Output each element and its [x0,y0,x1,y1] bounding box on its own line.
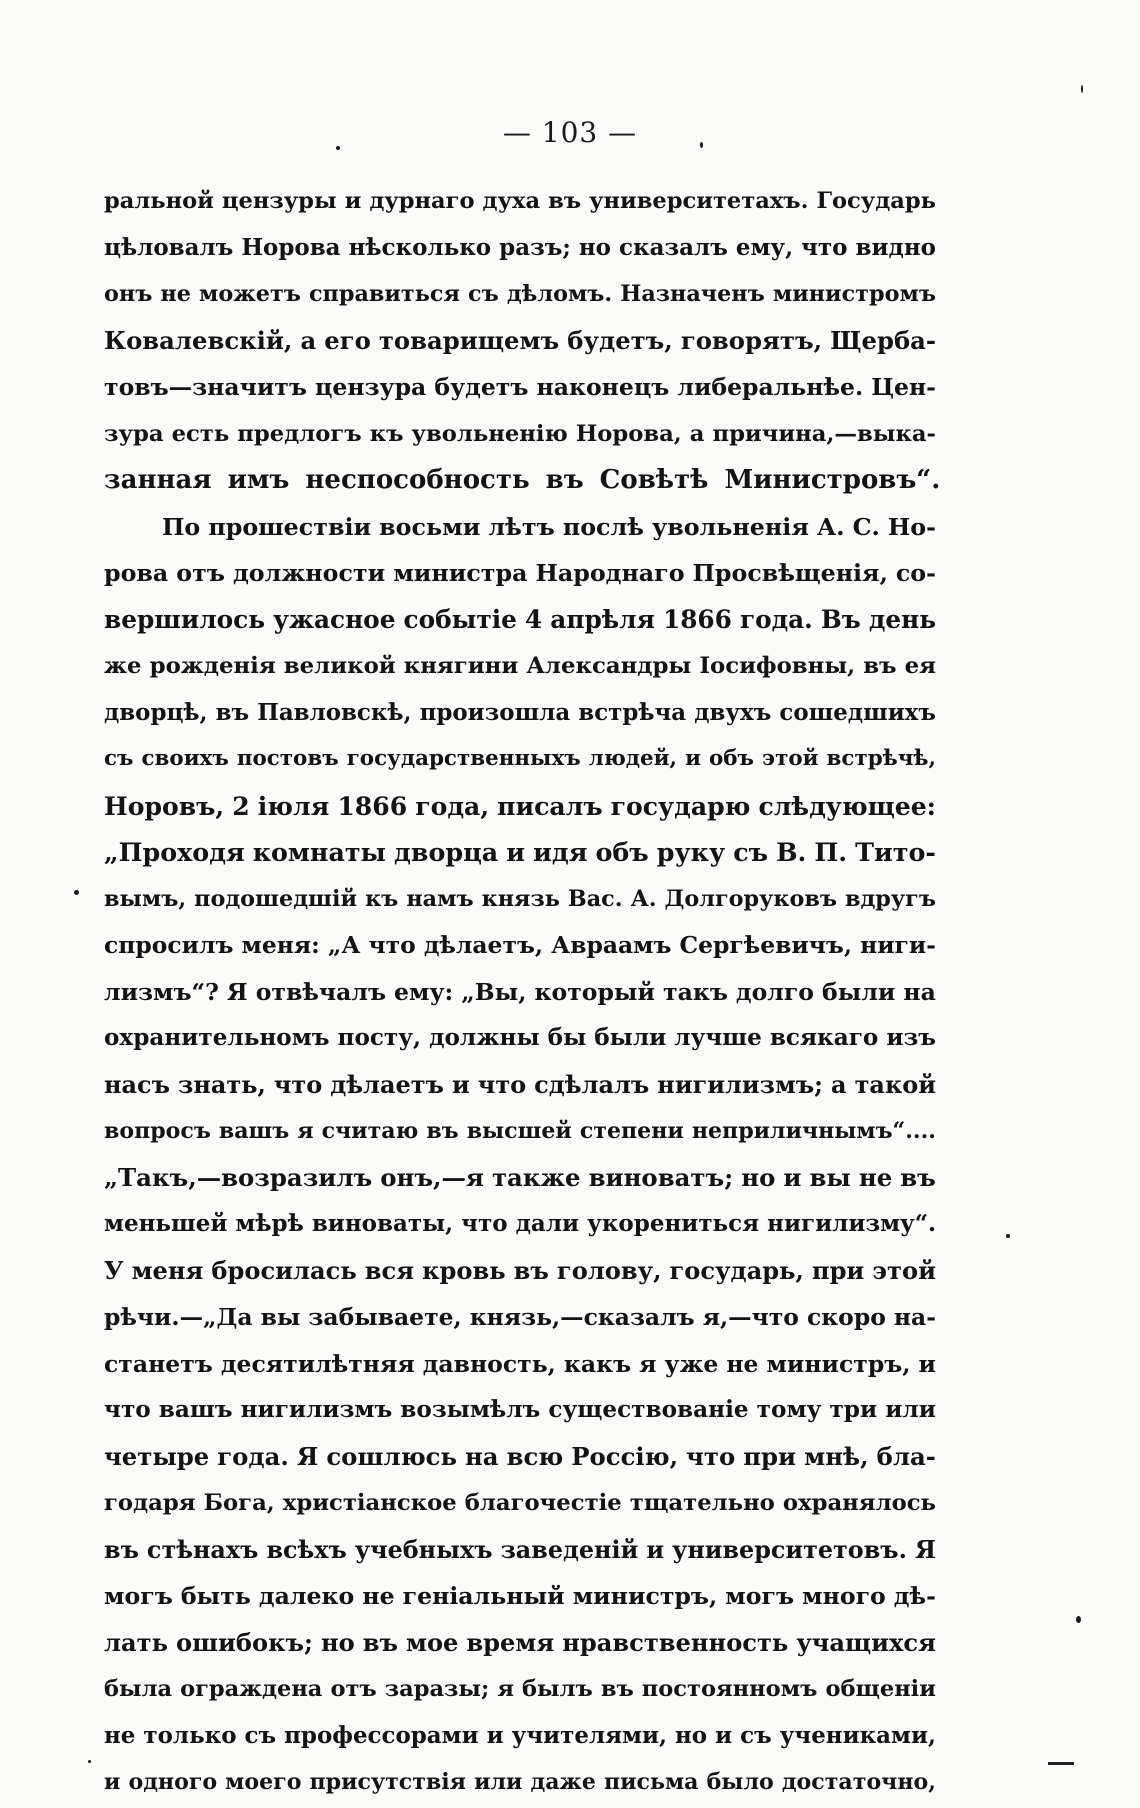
text-line: рѣчи.—„Да вы забываете, князь,—сказалъ я,—что скоро на- [104,1303,936,1331]
text-line: Норовъ, 2 іюля 1866 года, писалъ государю слѣдующее: [104,790,936,821]
text-line: занная имъ неспособность въ Совѣтѣ Министровъ“. [104,465,941,495]
text-line: „Такъ,—возразилъ онъ,—я также виноватъ; но и вы не въ [104,1162,936,1192]
text-line: зура есть предлогъ къ увольненію Норова, а причина,—выка- [104,420,936,447]
text-line: не только съ профессорами и учителями, но и съ учениками, [104,1721,936,1749]
text-line: онъ не можетъ справиться съ дѣломъ. Назначенъ министромъ [104,281,936,307]
text-line: насъ знать, что дѣлаетъ и что сдѣлалъ нигилизмъ; а такой [104,1070,936,1099]
text-line: четыре года. Я сошлюсь на всю Россію, что при мнѣ, бла- [104,1441,936,1471]
text-line: ральной цензуры и дурнаго духа въ университетахъ. Государь [104,188,936,214]
scan-edge-mark [1048,1762,1074,1765]
text-line: могъ быть далеко не геніальный министръ, могъ много дѣ- [104,1582,936,1610]
text-line: съ своихъ постовъ государственныхъ людей, и объ этой встрѣчѣ, [104,746,936,771]
text-line: „Проходя комнаты дворца и идя объ руку съ В. П. Тито- [104,837,936,867]
text-line: же рожденія великой княгини Александры Іосифовны, въ ея [104,653,936,679]
text-line: станетъ десятилѣтняя давность, какъ я уже не министръ, и [104,1349,936,1378]
text-line: лизмъ“? Я отвѣчалъ ему: „Вы, который такъ долго были на [104,977,936,1006]
body-text [104,178,941,1806]
scan-speck [74,890,79,895]
text-line: годаря Бога, христіанское благочестіе тщательно охранялось [104,1490,936,1516]
text-line: спросилъ меня: „А что дѣлаетъ, Авраамъ Сергѣевичъ, ниги- [104,931,936,959]
text-line: и одного моего присутствія или даже письма было достаточно, [104,1769,936,1795]
text-line: рова отъ должности министра Народнаго Просвѣщенія, со- [104,559,936,587]
text-line: меньшей мѣрѣ виноваты, что дали укорениться нигилизму“. [104,1210,936,1237]
scan-speck [1006,1234,1010,1238]
scan-speck [336,146,340,150]
text-line: дворцѣ, въ Павловскѣ, произошла встрѣча двухъ сошедшихъ [104,698,936,726]
text-line: охранительномъ посту, должны бы были лучше всякаго изъ [104,1024,936,1051]
text-line: товъ—значитъ цензура будетъ наконецъ либеральнѣе. Цен- [104,373,936,401]
scan-speck [1076,1616,1081,1623]
text-line: По прошествіи восьми лѣтъ послѣ увольненія А. С. Но- [162,512,936,541]
text-line: лать ошибокъ; но въ мое время нравственность учащихся [104,1627,936,1657]
scan-speck [88,1760,91,1763]
text-line: была ограждена отъ заразы; я былъ въ постоянномъ общеніи [104,1676,936,1702]
text-line: У меня бросилась вся кровь въ голову, государь, при этой [104,1255,936,1285]
text-line: въ стѣнахъ всѣхъ учебныхъ заведеній и университетовъ. Я [104,1535,936,1564]
text-line: вымъ, подошедшій къ намъ князь Вас. А. Долгоруковъ вдругъ [104,885,936,912]
text-line: вопросъ вашъ я считаю въ высшей степени неприличнымъ“.... [104,1118,936,1144]
scan-speck [700,142,703,148]
text-line: цѣловалъ Норова нѣсколько разъ; но сказалъ ему, что видно [104,233,936,261]
scan-speck [1081,85,1083,93]
text-line: вершилось ужасное событіе 4 апрѣля 1866 года. Въ день [104,604,936,634]
text-line: что вашъ нигилизмъ возымѣлъ существованіе тому три или [104,1396,936,1423]
text-line: Ковалевскій, а его товарищемъ будетъ, говорятъ, Щерба- [104,325,936,355]
page-number: — 103 — [502,116,638,149]
